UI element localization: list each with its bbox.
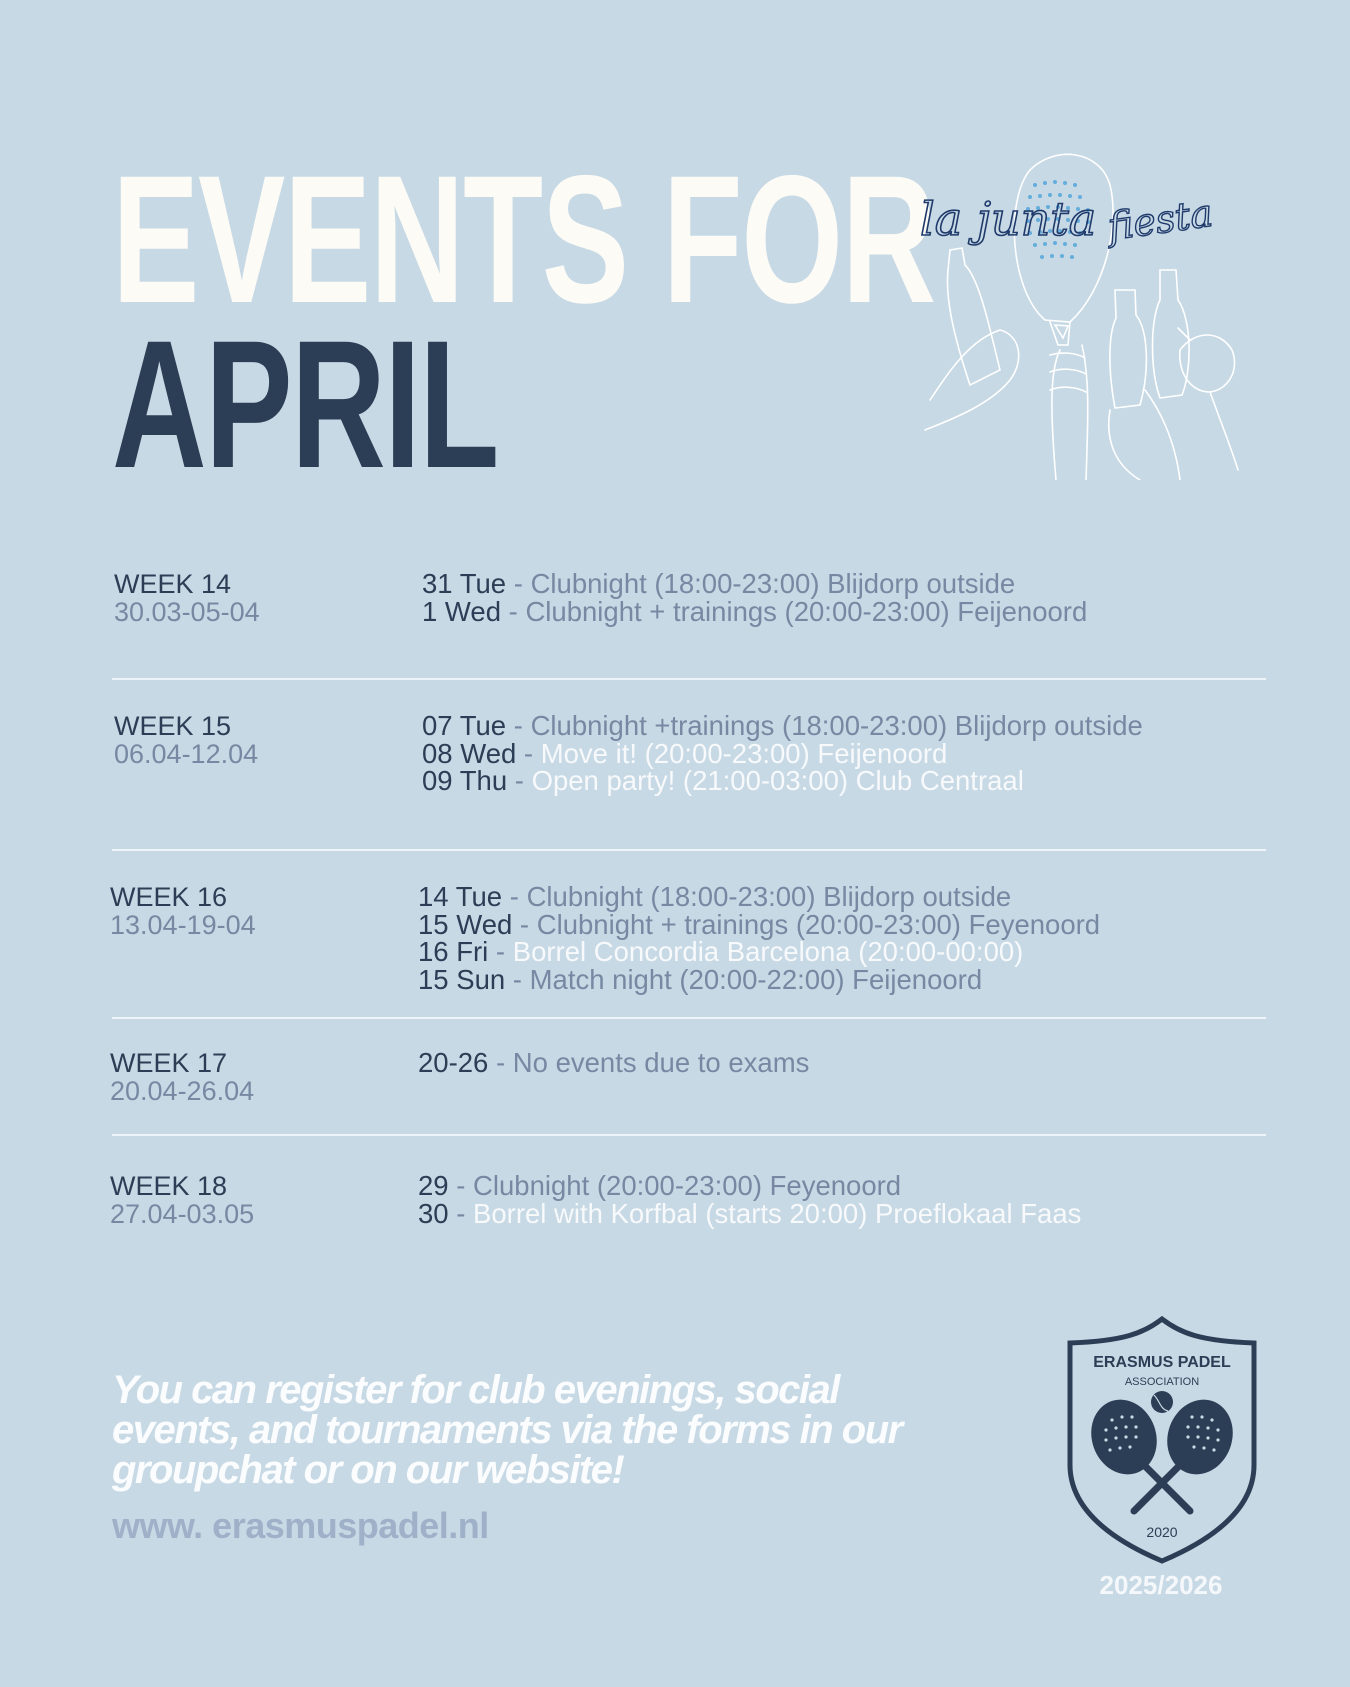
season-label: 2025/2026 bbox=[1099, 1570, 1223, 1600]
svg-text:ERASMUS PADEL: ERASMUS PADEL bbox=[1093, 1354, 1231, 1371]
erasmus-padel-badge-icon bbox=[1064, 1315, 1260, 1565]
week-date-range: 30.03-05-04 bbox=[114, 597, 260, 627]
website-link[interactable]: www. erasmuspadel.nl bbox=[112, 1505, 489, 1546]
event-item: 16 Fri - Borrel Concordia Barcelona (20:00-00:00) bbox=[418, 936, 1024, 967]
week-row bbox=[112, 680, 1266, 851]
week-date-range: 13.04-19-04 bbox=[110, 910, 256, 940]
event-item: 20-26 - No events due to exams bbox=[418, 1047, 810, 1078]
event-item: 15 Sun - Match night (20:00-22:00) Feijenoord bbox=[418, 963, 983, 995]
la-junta-fiesta-illustration-icon bbox=[910, 140, 1240, 480]
title-line-month: APRIL bbox=[112, 302, 498, 506]
week-date-range: 20.04-26.04 bbox=[110, 1076, 255, 1106]
event-item: 31 Tue - Clubnight (18:00-23:00) Blijdorp outside bbox=[422, 568, 1016, 599]
event-item: 08 Wed - Move it! (20:00-23:00) Feijenoord bbox=[422, 737, 948, 769]
week-title: WEEK 18 bbox=[110, 1171, 228, 1201]
week-date-range: 27.04-03.05 bbox=[110, 1199, 255, 1229]
title-line-events-for: EVENTS FOR bbox=[112, 137, 935, 341]
week-title: WEEK 15 bbox=[114, 711, 232, 741]
event-item: 15 Wed - Clubnight + trainings (20:00-23:00) Feyenoord bbox=[418, 908, 1101, 940]
svg-text:ASSOCIATION: ASSOCIATION bbox=[1124, 1376, 1200, 1388]
week-row bbox=[112, 560, 1266, 680]
week-title: WEEK 16 bbox=[110, 882, 228, 912]
event-item: 30 - Borrel with Korfbal (starts 20:00) Proeflokaal Faas bbox=[418, 1197, 1082, 1229]
week-title: WEEK 17 bbox=[110, 1048, 228, 1078]
event-item: 07 Tue - Clubnight +trainings (18:00-23:00) Blijdorp outside bbox=[422, 710, 1143, 741]
week-title: WEEK 14 bbox=[114, 569, 232, 599]
week-row bbox=[112, 851, 1266, 1019]
registration-tagline: You can register for club evenings, social events, and tournaments via the forms in our groupchat or on our website! bbox=[112, 1368, 902, 1492]
svg-text:la junta: la junta bbox=[920, 192, 1097, 246]
weekly-schedule bbox=[112, 560, 1266, 1246]
svg-text:fiesta: fiesta bbox=[1105, 190, 1216, 249]
page-title bbox=[112, 137, 935, 506]
event-item: 29 - Clubnight (20:00-23:00) Feyenoord bbox=[418, 1170, 902, 1201]
week-row bbox=[112, 1019, 1266, 1136]
week-row bbox=[112, 1136, 1266, 1246]
event-item: 14 Tue - Clubnight (18:00-23:00) Blijdorp outside bbox=[418, 881, 1012, 912]
event-item: 1 Wed - Clubnight + trainings (20:00-23:00) Feijenoord bbox=[422, 595, 1088, 627]
event-item: 09 Thu - Open party! (21:00-03:00) Club Centraal bbox=[422, 765, 1024, 796]
svg-text:2020: 2020 bbox=[1146, 1524, 1178, 1540]
week-date-range: 06.04-12.04 bbox=[114, 739, 259, 769]
